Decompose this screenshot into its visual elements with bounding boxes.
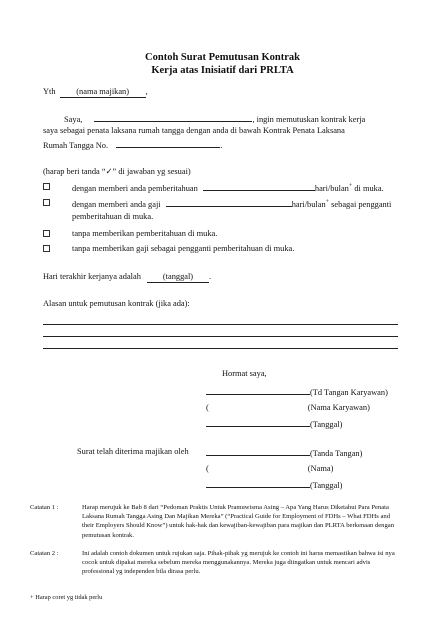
title-line-1: Contoh Surat Pemutusan Kontrak: [145, 52, 300, 63]
worker-name-field[interactable]: [94, 112, 252, 122]
option-2-text: [72, 197, 391, 210]
option-1-days-field[interactable]: [203, 181, 315, 191]
option-2-checkbox[interactable]: [43, 199, 50, 206]
employer-name-row: [206, 462, 333, 474]
option-1-unit: hari/bulan: [314, 184, 349, 193]
reason-line-1[interactable]: [43, 324, 398, 325]
intro-line-2: saya sebagai penata laksana rumah tangga dengan anda di bawah Kontrak Penata Laksana: [43, 126, 345, 135]
contract-no-end: .: [220, 141, 223, 150]
worker-date-row: [206, 417, 342, 430]
option-3-checkbox[interactable]: [43, 230, 50, 237]
worker-name-label: (Nama Karyawan): [307, 403, 370, 412]
option-2-text-cont: pemberitahuan di muka.: [72, 212, 154, 221]
option-3-text: tanpa memberikan pemberitahuan di muka.: [72, 229, 218, 238]
employer-signature-label: (Tanda Tangan): [310, 449, 363, 458]
option-4-text: tanpa memberikan gaji sebagai pengganti pemberitahuan di muka.: [72, 244, 295, 253]
employer-date-field[interactable]: [206, 478, 310, 488]
employer-signature-field[interactable]: [206, 446, 310, 456]
employer-signature-row: [206, 446, 362, 459]
option-2-label: dengan memberi anda gaji: [72, 200, 161, 209]
last-day-suffix: .: [208, 272, 212, 281]
worker-date-label: (Tanggal): [310, 420, 343, 429]
option-2-sup: +: [325, 199, 330, 206]
note-2-text: Ini adalah contoh dokumen untuk rujukan saja. Pihak-pihak yg merujuk ke contoh ini harus memastikan bahwa isi nya cocok untuk dipakai mereka sebelum mereka menggunakannya. Mereka juga diingatkan untuk mencari advis professional yg independen bila dirasa perlu.: [82, 550, 395, 576]
last-day-row: [43, 271, 211, 283]
option-2-unit: hari/bulan: [291, 200, 326, 209]
employer-date-row: [206, 478, 342, 491]
worker-name-open-paren: (: [206, 403, 209, 412]
regards-text: Hormat saya,: [222, 369, 267, 378]
last-day-date-field[interactable]: (tanggal): [147, 272, 209, 283]
intro-saya: Saya,: [64, 115, 83, 124]
intro-text-1: , ingin memutuskan kontrak kerja: [252, 115, 366, 124]
option-1-text: [72, 181, 384, 194]
employer-name-sign-field[interactable]: [209, 462, 308, 471]
worker-signature-field[interactable]: [206, 385, 310, 395]
last-day-label: Hari terakhir kerjanya adalah: [43, 272, 141, 281]
contract-no-label: Rumah Tangga No.: [43, 141, 109, 150]
option-1-checkbox[interactable]: [43, 183, 50, 190]
received-label: Surat telah diterima majikan oleh: [77, 447, 189, 456]
salutation: [43, 86, 148, 98]
employer-name-open-paren: (: [206, 464, 209, 473]
worker-name-sign-field[interactable]: [209, 401, 308, 410]
option-2-end: sebagai pengganti: [329, 200, 392, 209]
note-2-label: Catatan 2 :: [30, 550, 59, 557]
salutation-prefix: Yth: [43, 87, 56, 96]
worker-date-field[interactable]: [206, 417, 310, 427]
employer-name-field[interactable]: (nama majikan): [60, 87, 146, 98]
contract-no-field[interactable]: [116, 138, 223, 150]
instruction-text: (harap beri tanda “✓” di jawaban yg sesuai): [43, 167, 191, 176]
reason-line-3[interactable]: [43, 348, 398, 349]
employer-date-label: (Tanggal): [310, 481, 343, 490]
salutation-suffix: ,: [145, 87, 148, 96]
worker-signature-label: (Td Tangan Karyawan): [310, 388, 388, 397]
title-line-2: Kerja atas Inisiatif dari PRLTA: [151, 65, 294, 76]
note-1-text: Harap merujuk ke Bab 8 dari “Pedoman Praktis Untuk Pramuwisma Asing – Apa Yang Harus Diketahui Para Penata Laksana Rumah Tangga Asing Dan Majikan Mereka” (“Practical Guide for Employment of FDHs – What FDHs and their Employers Should Know”) untuk hak-hak dan kewajiban-kewajiban para majikan dan PLRTA berkenaan dengan pemutusan kontrak.: [82, 504, 395, 539]
employer-name-label: (Nama): [307, 464, 334, 473]
intro-line-3: [43, 138, 222, 151]
note-1-label: Catatan 1 :: [30, 504, 59, 511]
footnote: + Harap coret yg tidak perlu: [30, 594, 103, 601]
worker-name-row: [206, 401, 370, 413]
reason-line-2[interactable]: [43, 336, 398, 337]
option-1-end: di muka.: [352, 184, 384, 193]
option-1-label: dengan memberi anda pemberitahuan: [72, 184, 198, 193]
reason-label: Alasan untuk pemutusan kontrak (jika ada):: [43, 299, 190, 308]
intro-line-1: [64, 112, 365, 125]
option-4-checkbox[interactable]: [43, 245, 50, 252]
option-1-sup: +: [348, 183, 353, 190]
option-2-days-field[interactable]: [166, 197, 292, 207]
worker-signature-row: [206, 385, 388, 398]
